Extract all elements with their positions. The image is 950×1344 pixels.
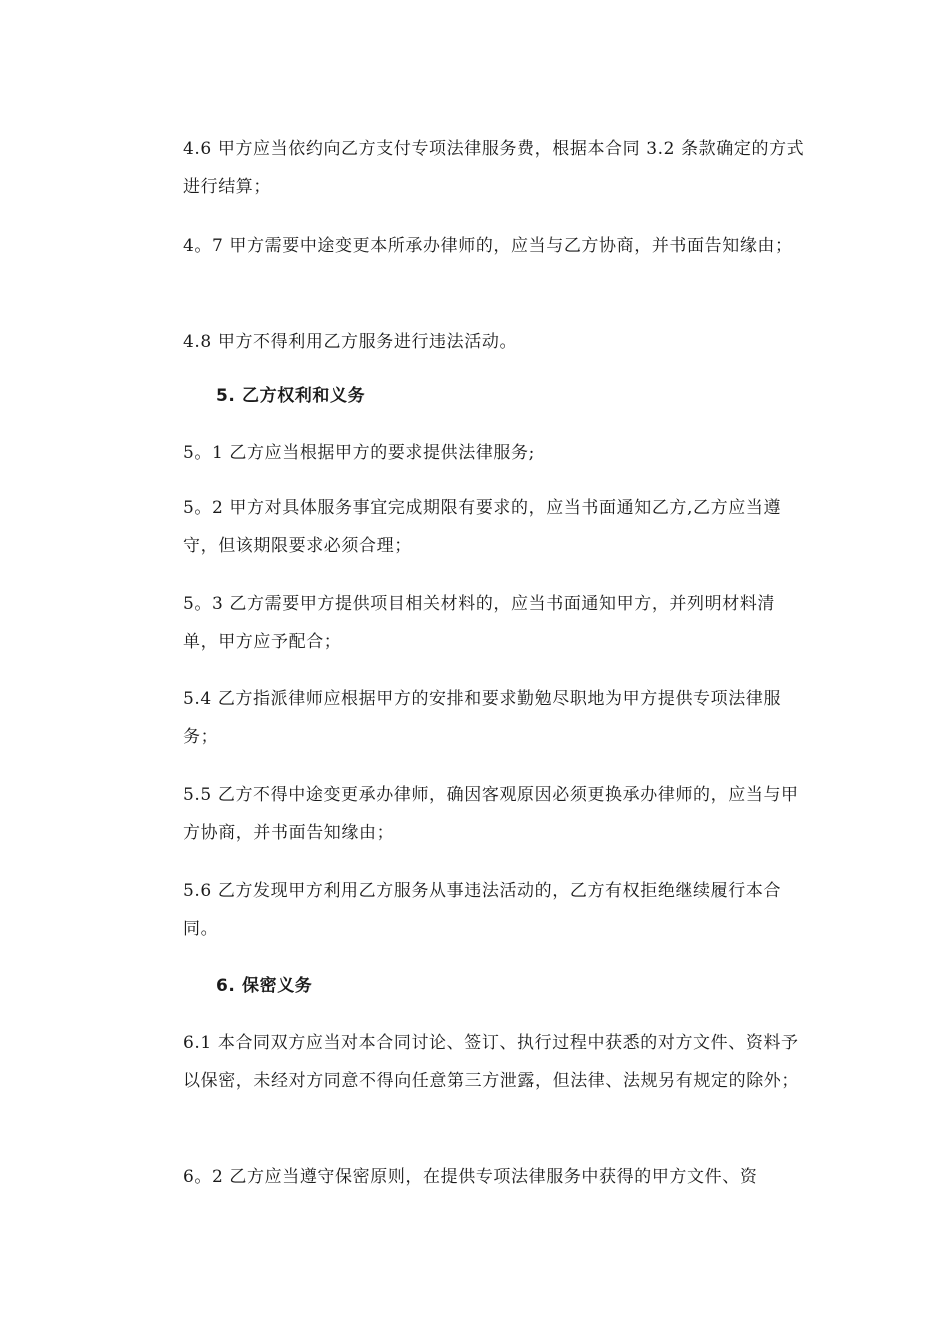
clause-6-1: 6.1 本合同双方应当对本合同讨论、签订、执行过程中获悉的对方文件、资料予以保密，未经对方同意不得向任意第三方泄露，但法律、法规另有规定的除外； [183,1033,799,1091]
section-heading-6: 6. 保密义务 [216,976,313,996]
clause-4-7: 4。7 甲方需要中途变更本所承办律师的，应当与乙方协商，并书面告知缘由； [183,236,793,256]
clause-5-2: 5。2 甲方对具体服务事宜完成期限有要求的，应当书面通知乙方,乙方应当遵守，但该期限要求必须合理； [183,498,782,556]
clause-5-5: 5.5 乙方不得中途变更承办律师，确因客观原因必须更换承办律师的，应当与甲方协商，并书面告知缘由； [183,785,799,843]
clause-6-2: 6。2 乙方应当遵守保密原则，在提供专项法律服务中获得的甲方文件、资 [183,1167,758,1187]
clause-5-4: 5.4 乙方指派律师应根据甲方的安排和要求勤勉尽职地为甲方提供专项法律服务； [183,689,782,747]
clause-5-6: 5.6 乙方发现甲方利用乙方服务从事违法活动的，乙方有权拒绝继续履行本合同。 [183,881,782,939]
clause-4-8: 4.8 甲方不得利用乙方服务进行违法活动。 [183,332,518,352]
section-heading-5: 5. 乙方权利和义务 [216,386,366,406]
clause-5-3: 5。3 乙方需要甲方提供项目相关材料的，应当书面通知甲方，并列明材料清单，甲方应予配合； [183,594,776,652]
clause-4-6: 4.6 甲方应当依约向乙方支付专项法律服务费，根据本合同 3.2 条款确定的方式进行结算； [183,139,805,197]
clause-5-1: 5。1 乙方应当根据甲方的要求提供法律服务; [183,443,535,463]
